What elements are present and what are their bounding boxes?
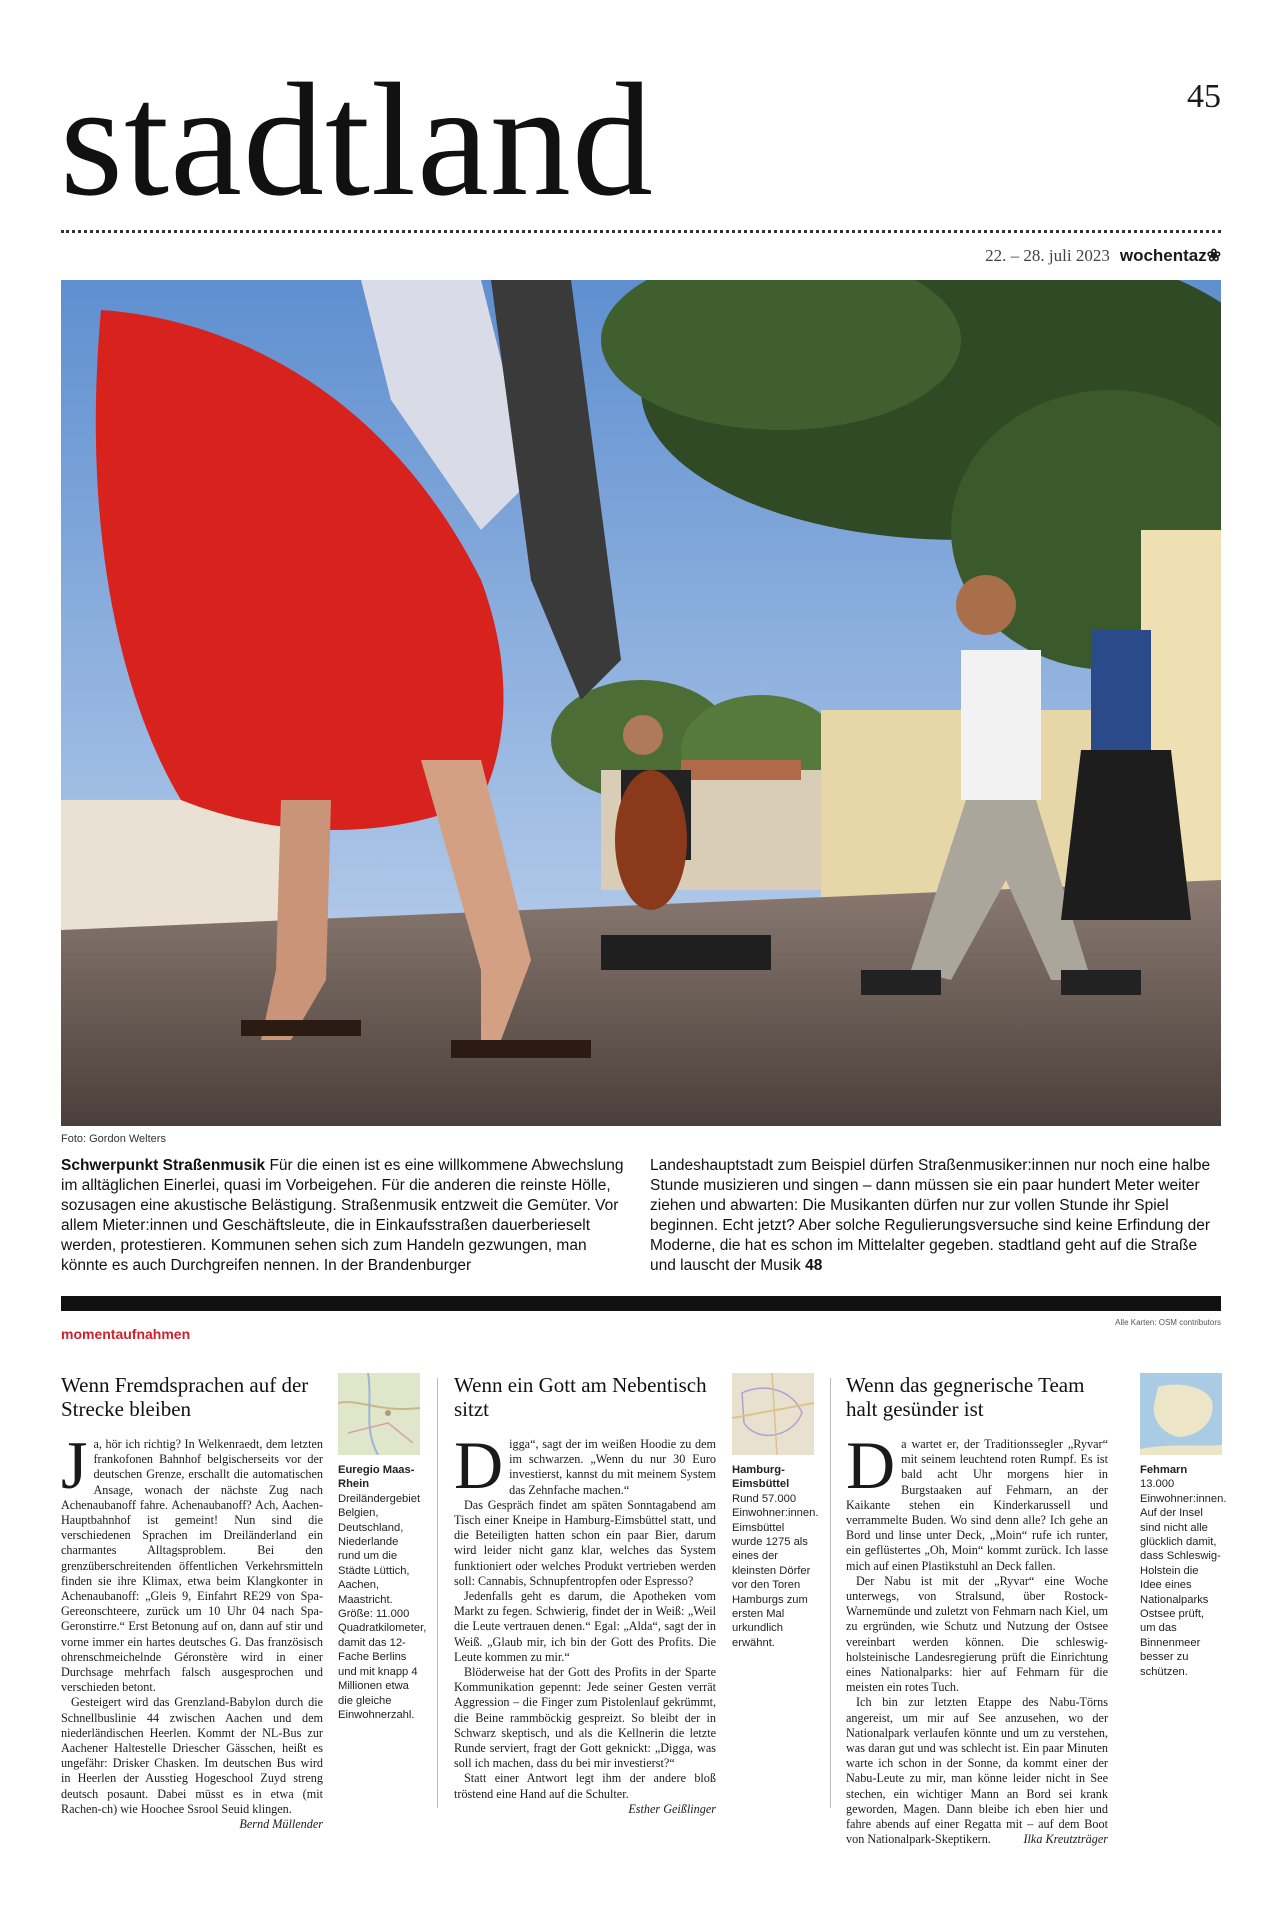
map-thumbnail — [732, 1373, 814, 1455]
article-paragraph: Der Nabu ist mit der „Ryvar“ eine Woche unterwegs, von Stralsund, über Rostock-Warnemünde und zuletzt von Fehmarn nach Kiel, um zu ergründen, wie Schutz und Nutzung der Ostsee vereinbart werden können. Die schleswig-holsteinische Landesregierung prüft die Einrichtung eines Nationalparks: hier auf Fehmarn für die meisten ein rotes Tuch. — [846, 1573, 1108, 1695]
brand-logo — [1120, 246, 1221, 266]
info-text: Dreiländergebiet Belgien, Deutschland, Niederlande rund um die Städte Lüttich, Aachen, Maastricht. Größe: 11.000 Quadratkilometer, damit das 12-Fache Berlins und mit knapp 4 Millionen etwa die gleiche Einwohnerzahl. — [338, 1492, 427, 1721]
article-paragraph: Blöderweise hat der Gott des Profits in der Sparte Kommunikation gepennt: Jede seiner Gesten verrät Aggression – die Finger zum Pistolenlauf gekrümmt, die Beine rammböckig gespreizt. So bleibt der in Schwarz skeptisch, und als die Kellnerin die letzte Runde serviert, fragt der Gott geknickt: „Digga, was soll ich machen, dass du bei mir investierst?“ — [454, 1665, 716, 1771]
dateline — [985, 246, 1221, 266]
paw-icon: ❀ — [1206, 246, 1221, 265]
article-paragraph: a wartet er, der Traditionssegler „Ryvar“ mit seinem leuchtend roten Rumpf. Es ist bald acht Uhr morgens hier in Burgstaaken auf Fehmarn, an der Kaikante stehen ein Kinderkarussell und verrammelte Buden. Wo sind denn alle? Ich gehe an Bord und linse unter Deck, „Moin“ rufe ich runter, ein geflüstertes „Oh, Moin“ kommt zurück. Ich lasse mich auf einen Plastikstuhl an Deck fallen. — [846, 1437, 1108, 1573]
section-label: momentaufnahmen — [61, 1326, 191, 1342]
article-paragraph: Das Gespräch findet am späten Sonntagabend am Tisch einer Kneipe in Hamburg-Eimsbüttel statt, und die Beteiligten hatten schon ein paar Bier, darum wird leider nicht ganz klar, welches das System funktioniert oder welches Produkt vertrieben werden soll: Cannabis, Schnupfentropfen oder Espresso? — [454, 1497, 716, 1588]
article-body — [846, 1427, 1108, 1847]
map-credit: Alle Karten: OSM contributors — [1115, 1318, 1221, 1327]
lead-text-2: Landeshauptstadt zum Beispiel dürfen Straßenmusiker:innen nur noch eine halbe Stunde musizieren und singen – dann müssen sie ein paar hundert Meter weiter ziehen und abwarten: Die Musikanten dürfen nur zur vollen Stunde ihr Spiel beginnen. Echt jetzt? Aber solche Regulierungsversuche sind keine Erfindung der Moderne, die hat es schon im Mittelalter gegeben. stadtland geht auf die Straße und lauscht der Musik — [650, 1157, 1211, 1274]
article-headline: Wenn Fremdsprachen auf der Strecke bleiben — [61, 1373, 309, 1421]
lead-kicker: Schwerpunkt Straßenmusik — [61, 1157, 266, 1174]
article-eimsbuettel — [454, 1373, 724, 1816]
info-box-eimsbuettel — [732, 1373, 819, 1650]
page-number: 45 — [1187, 78, 1221, 115]
map-icon — [732, 1373, 814, 1455]
byline: Esther Geißlinger — [628, 1801, 716, 1816]
dotted-divider — [61, 230, 1221, 233]
issue-date: 22. – 28. juli 2023 — [985, 246, 1110, 265]
info-place: Euregio Maas-Rhein — [338, 1464, 415, 1491]
byline: Bernd Müllender — [239, 1817, 323, 1832]
article-headline: Wenn ein Gott am Nebentisch sitzt — [454, 1373, 707, 1421]
article-euregio — [61, 1373, 331, 1832]
map-icon — [338, 1373, 420, 1455]
dropcap: D — [454, 1427, 504, 1503]
section-title: stadtland — [60, 51, 654, 230]
map-thumbnail — [1140, 1373, 1222, 1455]
article-paragraph: Gesteigert wird das Grenzland-Babylon durch die Schnellbuslinie 44 zwischen Aachen und dem niederländischen Heerlen. Kommt der NL-Bus zur Aachener Haltestelle Driescher Gässchen, heißt es ungefähr: Drisker Chasken. Im deutschen Bus wird in Heerlen der Ausstieg Hogeschool Zuyd streng deutsch posaunt. Dabei müsst es in etwa (mit Rachen-ch) wie Hoochee Ssrool Seuid klingen. — [61, 1695, 323, 1816]
street-cellist-photo — [61, 280, 1221, 1126]
info-text: 13.000 Einwohner:innen. Auf der Insel sind nicht alle glücklich damit, dass Schleswig-Holstein die Idee eines Nationalparks Ostsee prüft, um das Binnenmeer besser zu schützen. — [1140, 1478, 1227, 1678]
byline: Ilka Kreutzträger — [1023, 1832, 1108, 1847]
map-thumbnail — [338, 1373, 420, 1455]
page-reference: 48 — [805, 1257, 823, 1274]
article-body — [454, 1427, 716, 1816]
article-paragraph: igga“, sagt der im weißen Hoodie zu dem im schwarzen. „Wenn du nur 30 Euro investierst, kannst du mit meinem System das Zehnfache machen.“ — [509, 1437, 716, 1497]
info-place: Fehmarn — [1140, 1464, 1188, 1476]
article-paragraph: Ich bin zur letzten Etappe des Nabu-Törns angereist, um mir auf See anzusehen, wo der Nationalpark verlaufen könnte und um zu verstehen, was daran gut und was schlecht ist. Ein paar Minuten warte ich schon in der Sonne, da kommt einer der Nabu-Leute zu mir, man könne leider nicht in See stechen, ein wichtiger Mann an Bord sei krank geworden, Magen. Dann bleibe ich eben hier und fahre abends auf einer Regatta mit – auf dem Boot von Nationalpark-Skeptikern. — [846, 1695, 1108, 1847]
photo-credit: Foto: Gordon Welters — [61, 1133, 166, 1145]
column-divider — [830, 1378, 831, 1808]
article-paragraph: Statt einer Antwort legt ihm der andere bloß tröstend eine Hand auf die Schulter. — [454, 1771, 716, 1801]
dropcap: J — [61, 1427, 88, 1503]
column-divider — [437, 1378, 438, 1808]
map-icon — [1140, 1373, 1222, 1455]
lead-text-column-1 — [61, 1156, 631, 1276]
info-text: Rund 57.000 Einwohner:innen. Eimsbüttel wurde 1275 als eines der kleinsten Dörfer vor den Toren Hamburgs zum ersten Mal urkundlich erwähnt. — [732, 1492, 819, 1649]
lead-text-column-2 — [650, 1156, 1221, 1276]
article-paragraph: Jedenfalls geht es darum, die Apotheken vom Markt zu fegen. Schwierig, findet der in Weiß: „Weil die Leute vertrauen denen.“ Egal: „Alda“, sagt der in Weiß. „Glaub mir, ich bin der Gott des Profits. Die Leute kommen zu mir.“ — [454, 1589, 716, 1664]
article-headline: Wenn das gegnerische Team halt gesünder ist — [846, 1373, 1085, 1421]
article-fehmarn — [846, 1373, 1116, 1847]
brand-name: wochentaz — [1119, 246, 1207, 265]
lead-photo — [61, 280, 1221, 1126]
info-box-fehmarn — [1140, 1373, 1227, 1679]
article-body — [61, 1427, 323, 1832]
section-divider — [61, 1296, 1221, 1311]
article-paragraph: a, hör ich richtig? In Welkenraedt, dem letzten frankofonen Bahnhof belgischerseits vor der deutschen Grenze, erschallt die automatischen Ansage, wonach der nächste Zug nach Achenaubanoff fahre. Achenaubanoff? Ach, Aachen-Hauptbahnhof ist gemeint! Nun sind die verschiedenen Sprachen im Dreiländerland ein charmantes Alltagsproblem. Bei den grenzüberschreitenden öffentlichen Verkehrsmitteln finden sie ihre Klimax, etwa beim Klangkonter in Achenaubanoff: „Gleis 9, Einfahrt RE29 von Spa-Gereonschteere, zurück um 10 Uhr 04 nach Spa-Geronstirre.“ Erst Betonung auf on, dann auf stir und vorne immer ein hartes deutsches G. Das französisch ohrenschmeichelnde Géronstère wird in einer Durchsage mehrfach falsch ausgesprochen und verschieden betont. — [61, 1437, 323, 1695]
info-place: Hamburg-Eimsbüttel — [732, 1464, 790, 1491]
info-box-euregio — [338, 1373, 427, 1722]
lead-text-1: Für die einen ist es eine willkommene Abwechslung im alltäglichen Einerlei, quasi im Vorbeigehen. Für die anderen die reinste Hölle, sozusagen eine akustische Belästigung. Straßenmusik entzweit die Gemüter. Vor allem Mieter:innen und Geschäftsleute, die in Einkaufsstraßen dauerberieselt werden, protestieren. Kommunen sehen sich zum Handeln gezwungen, man könnte es auch Durchgreifen nennen. In der Brandenburger — [61, 1157, 624, 1274]
dropcap: D — [846, 1427, 896, 1503]
